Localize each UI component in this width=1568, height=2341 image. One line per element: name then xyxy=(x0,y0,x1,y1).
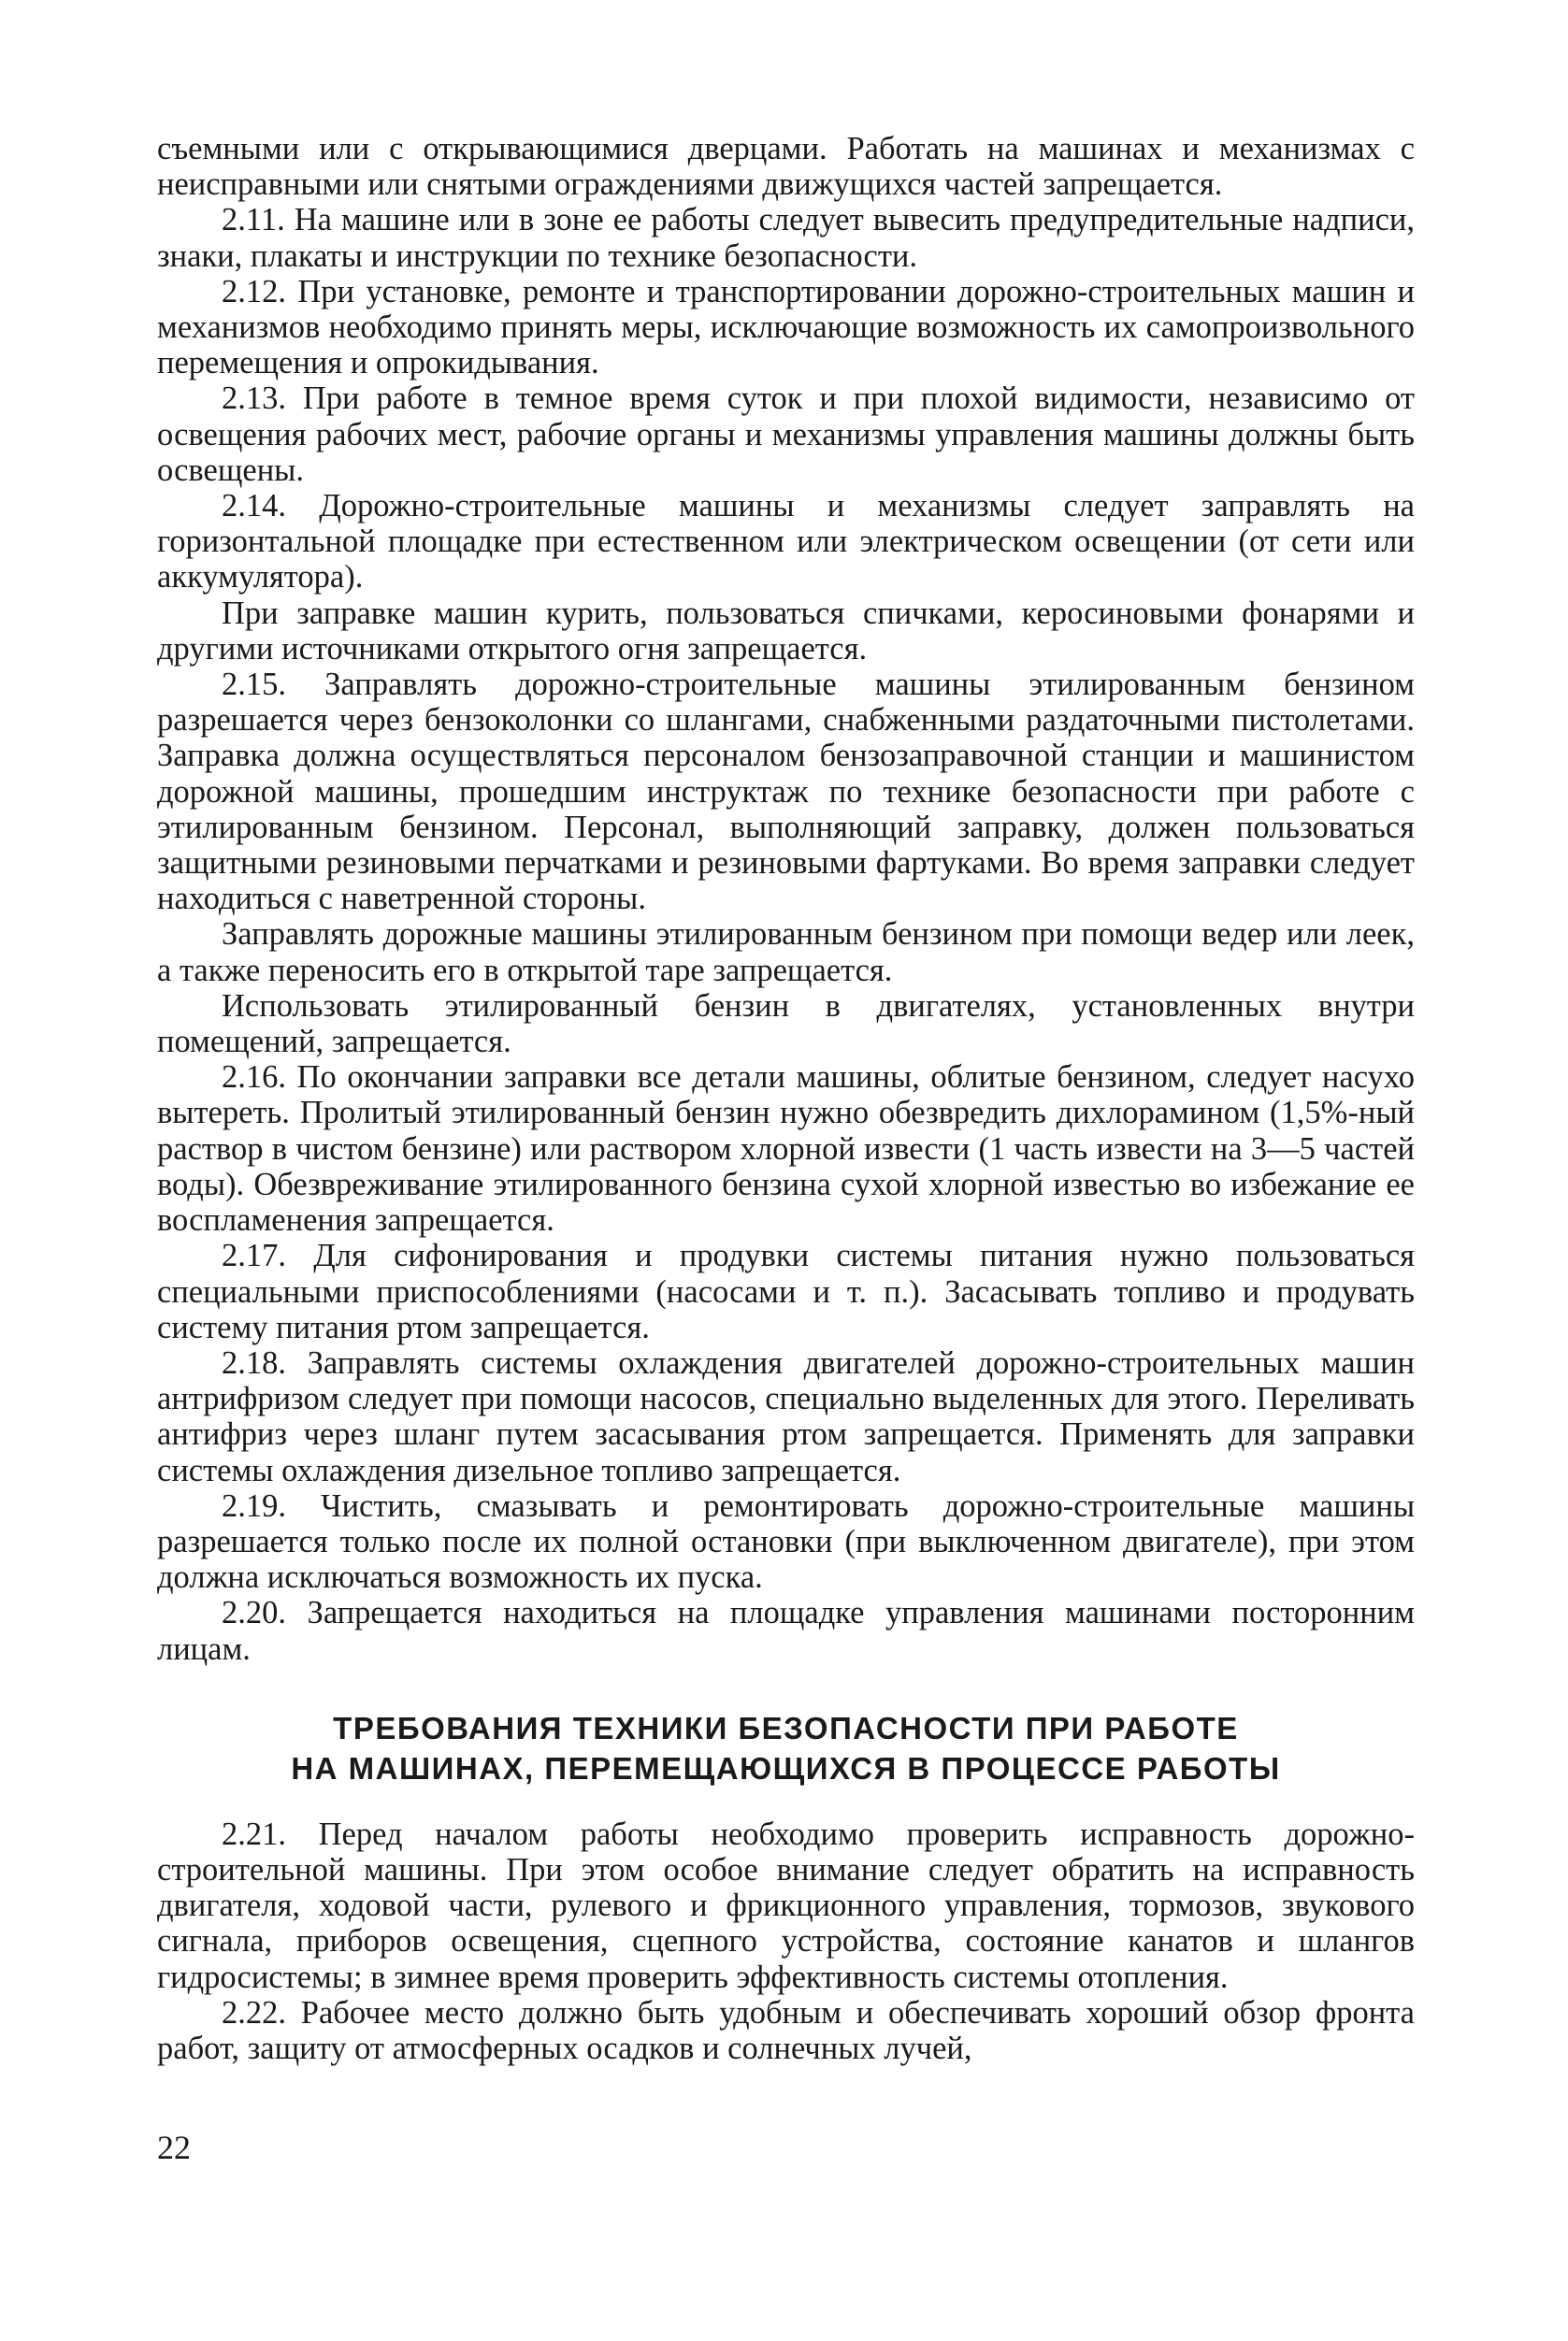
paragraph-2-18: 2.18. Заправлять системы охлаждения двигателей дорожно-строительных машин антрифризом следует при помощи насосов, специально выделенных для этого. Переливать антифриз через шланг путем засасывания ртом запрещается. Применять для заправки системы охлаждения дизельное топливо запрещается. xyxy=(157,1344,1415,1488)
paragraph-2-16: 2.16. По окончании заправки все детали машины, облитые бензином, следует насухо вытереть. Пролитый этилированный бензин нужно обезвредить дихлорамином (1,5%-ный раствор в чистом бензине) или раствором хлорной извести (1 часть извести на 3—5 частей воды). Обезвреживание этилированного бензина сухой хлорной известью во избежание ее воспламенения запрещается. xyxy=(157,1059,1415,1239)
paragraph-2-11: 2.11. На машине или в зоне ее работы следует вывесить предупредительные надписи, знаки, плакаты и инструкции по технике безопасности. xyxy=(157,202,1415,274)
paragraph-buckets: Заправлять дорожные машины этилированным бензином при помощи ведер или леек, а также переносить его в открытой таре запрещается. xyxy=(157,916,1415,988)
paragraph-2-19: 2.19. Чистить, смазывать и ремонтировать дорожно-строительные машины разрешается только после их полной остановки (при выключенном двигателе), при этом должна исключаться возможность их пуска. xyxy=(157,1487,1415,1596)
paragraph-2-17: 2.17. Для сифонирования и продувки системы питания нужно пользоваться специальными приспособлениями (насосами и т. п.). Засасывать топливо и продувать систему питания ртом запрещается. xyxy=(157,1238,1415,1345)
paragraph-2-15: 2.15. Заправлять дорожно-строительные машины этилированным бензином разрешается через бензоколонки со шлангами, снабженными раздаточными пистолетами. Заправка должна осуществляться персоналом бензозаправочной станции и машинистом дорожной машины, прошедшим инструктаж по технике безопасности при работе с этилированным бензином. Персонал, выполняющий заправку, должен пользоваться защитными резиновыми перчатками и резиновыми фартуками. Во время заправки следует находиться с наветренной стороны. xyxy=(157,667,1415,917)
paragraph-2-13: 2.13. При работе в темное время суток и при плохой видимости, независимо от освещения рабочих мест, рабочие органы и механизмы управления машины должны быть освещены. xyxy=(157,381,1415,488)
paragraph-2-21: 2.21. Перед началом работы необходимо проверить исправность дорожно-строительной машины. При этом особое внимание следует обратить на исправность двигателя, ходовой части, рулевого и фрикционного управления, тормозов, звукового сигнала, приборов освещения, сцепного устройства, состояние канатов и шлангов гидросистемы; в зимнее время проверить эффективность системы отопления. xyxy=(157,1816,1415,1995)
paragraph-indoor-engines: Использовать этилированный бензин в двигателях, установленных внутри помещений, запрещается. xyxy=(157,987,1415,1060)
paragraph-2-20: 2.20. Запрещается находиться на площадке управления машинами посторонним лицам. xyxy=(157,1595,1415,1667)
page-number: 22 xyxy=(157,2129,191,2166)
paragraph-refuel-fire: При заправке машин курить, пользоваться спичками, керосиновыми фонарями и другими источниками открытого огня запрещается. xyxy=(157,595,1415,667)
paragraph-continuation: съемными или с открывающимися дверцами. Работать на машинах и механизмах с неисправными или снятыми ограждениями движущихся частей запрещается. xyxy=(157,131,1415,203)
section-heading-line-1: ТРЕБОВАНИЯ ТЕХНИКИ БЕЗОПАСНОСТИ ПРИ РАБОТЕ xyxy=(333,1710,1239,1745)
paragraph-2-22: 2.22. Рабочее место должно быть удобным и обеспечивать хороший обзор фронта работ, защиту от атмосферных осадков и солнечных лучей, xyxy=(157,1994,1415,2066)
paragraph-2-14: 2.14. Дорожно-строительные машины и механизмы следует заправлять на горизонтальной площадке при естественном или электрическом освещении (от сети или аккумулятора). xyxy=(157,488,1415,596)
section-heading xyxy=(157,1708,1415,1788)
document-page xyxy=(157,131,1415,2066)
paragraph-2-12: 2.12. При установке, ремонте и транспортировании дорожно-строительных машин и механизмов необходимо принять меры, исключающие возможность их самопроизвольного перемещения и опрокидывания. xyxy=(157,273,1415,381)
section-heading-line-2: НА МАШИНАХ, ПЕРЕМЕЩАЮЩИХСЯ В ПРОЦЕССЕ РАБОТЫ xyxy=(291,1750,1281,1786)
